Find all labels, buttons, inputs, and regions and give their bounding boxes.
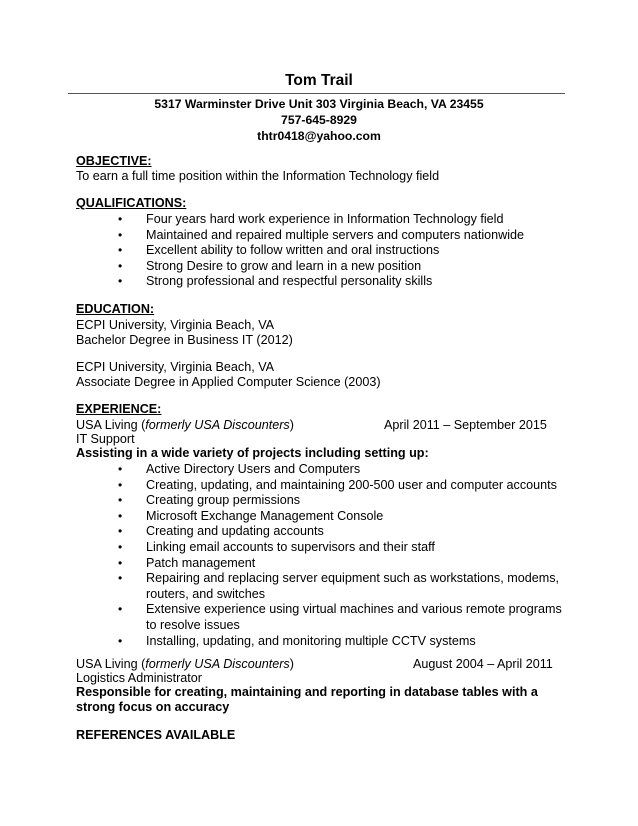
objective-text: To earn a full time position within the Information Technology field	[76, 169, 440, 183]
header-divider	[68, 93, 565, 94]
education-school: ECPI University, Virginia Beach, VA	[76, 318, 275, 332]
job-title: Logistics Administrator	[76, 671, 202, 685]
company-text: USA Living (	[76, 657, 146, 671]
list-item: • Installing, updating, and monitoring multiple CCTV systems	[118, 634, 568, 650]
list-item: • Four years hard work experience in Information Technology field	[118, 212, 524, 228]
email: thtr0418@yahoo.com	[257, 129, 381, 143]
job-duties-list	[118, 462, 568, 649]
phone: 757-645-8929	[281, 113, 357, 127]
list-item: • Excellent ability to follow written and oral instructions	[118, 243, 524, 259]
list-item: • Strong professional and respectful personality skills	[118, 274, 524, 290]
qualifications-heading: QUALIFICATIONS:	[76, 196, 187, 210]
job-title: IT Support	[76, 432, 135, 446]
list-item: • Creating and updating accounts	[118, 524, 568, 540]
education-degree: Bachelor Degree in Business IT (2012)	[76, 333, 293, 347]
job-summary: Assisting in a wide variety of projects including setting up:	[76, 446, 429, 460]
list-item: • Extensive experience using virtual machines and various remote programs to resolve issues	[118, 602, 568, 633]
qualifications-list	[118, 212, 524, 290]
list-item: • Repairing and replacing server equipment such as workstations, modems, routers, and switches	[118, 571, 568, 602]
list-item: • Maintained and repaired multiple servers and computers nationwide	[118, 228, 524, 244]
company-former-name: formerly USA Discounters	[145, 418, 290, 432]
resume-name: Tom Trail	[285, 72, 353, 89]
references-note: REFERENCES AVAILABLE	[76, 728, 236, 742]
education-degree: Associate Degree in Applied Computer Science (2003)	[76, 375, 381, 389]
job-summary: Responsible for creating, maintaining and reporting in database tables with a strong focus on accuracy	[76, 685, 538, 714]
objective-heading: OBJECTIVE:	[76, 154, 152, 168]
list-item: • Patch management	[118, 556, 568, 572]
company-text-end: )	[289, 657, 294, 671]
list-item: • Creating, updating, and maintaining 200-500 user and computer accounts	[118, 478, 568, 494]
job-company	[76, 657, 294, 671]
list-item: • Linking email accounts to supervisors and their staff	[118, 540, 568, 556]
job-dates: April 2011 – September 2015	[384, 418, 547, 432]
job-company	[76, 418, 294, 432]
list-item: • Strong Desire to grow and learn in a new position	[118, 259, 524, 275]
list-item: • Active Directory Users and Computers	[118, 462, 568, 478]
experience-heading: EXPERIENCE:	[76, 402, 162, 416]
education-heading: EDUCATION:	[76, 302, 155, 316]
list-item: • Microsoft Exchange Management Console	[118, 509, 568, 525]
education-school: ECPI University, Virginia Beach, VA	[76, 360, 275, 374]
address: 5317 Warminster Drive Unit 303 Virginia Beach, VA 23455	[154, 97, 484, 111]
job-dates: August 2004 – April 2011	[413, 657, 553, 671]
company-text: USA Living (	[76, 418, 146, 432]
company-text-end: )	[289, 418, 294, 432]
company-former-name: formerly USA Discounters	[145, 657, 290, 671]
list-item: • Creating group permissions	[118, 493, 568, 509]
